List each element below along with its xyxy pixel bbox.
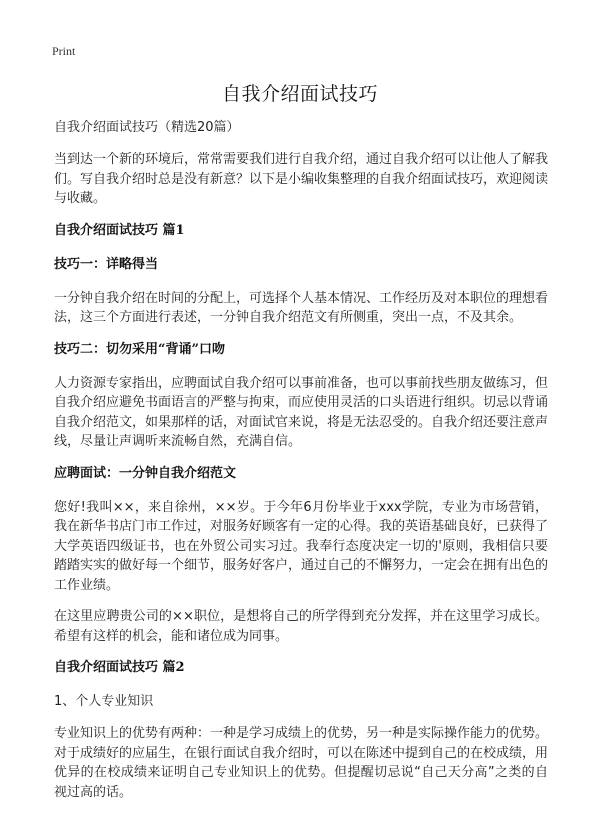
intro-paragraph: 当到达一个新的环境后，常常需要我们进行自我介绍，通过自我介绍可以让他人了解我们。写自我介绍时总是没有新意？以下是小编收集整理的自我介绍面试技巧，欢迎阅读与收藏。 [54,152,549,206]
document-body [54,118,548,814]
tip-paragraph-2: 人力资源专家指出，应聘面试自我介绍可以事前准备，也可以事前找些朋友做练习，但自我介绍应避免书面语言的严整与拘束，而应使用灵活的口头语进行组织。切忌以背诵自我介绍范文，如果那样的话，对面试官来说，将是无法忍受的。自我介绍还要注意声线，尽量让声调听来流畅自然，充满自信。 [54,375,549,449]
example-heading: 应聘面试：一分钟自我介绍范文 [54,465,237,481]
list-item-label-1: 1、个人专业知识 [54,694,154,709]
list-item-paragraph-1: 专业知识上的优势有两种：一种是学习成绩上的优势，另一种是实际操作能力的优势。对于成绩好的应届生，在银行面试自我介绍时，可以在陈述中提到自己的在校成绩，用优异的在校成绩来证明自己专业知识上的优势。但提醒切忌说“自己天分高”之类的自视过高的话。 [54,726,549,800]
tip-heading-1: 技巧一：详略得当 [54,256,159,272]
page-title: 自我介绍面试技巧 [221,83,378,105]
section-heading-1: 自我介绍面试技巧 篇1 [54,222,185,238]
print-link[interactable]: Print [52,44,76,58]
example-paragraph-1: 您好!我叫××，来自徐州，××岁。于今年6月份毕业于xxx学院，专业为市场营销，我在新华书店门市工作过，对服务好顾客有一定的心得。我的英语基础良好，已获得了大学英语四级证书，也在外贸公司实习过。我奉行态度决定一切的'原则，我相信只要踏踏实实的做好每一个细节，服务好客户，通过自己的不懈努力，一定会在拥有出色的工作业绩。 [54,499,549,593]
tip-paragraph-1: 一分钟自我介绍在时间的分配上，可选择个人基本情况、工作经历及对本职位的理想看法，这三个方面进行表述，一分钟自我介绍范文有所侧重，突出一点，不及其余。 [54,290,549,325]
document-subtitle: 自我介绍面试技巧（精选20篇） [54,120,240,135]
example-paragraph-2: 在这里应聘贵公司的××职位，是想将自己的所学得到充分发挥，并在这里学习成长。希望有这样的机会，能和诸位成为同事。 [54,609,548,644]
section-heading-2: 自我介绍面试技巧 篇2 [54,660,185,675]
tip-heading-2: 技巧二：切勿采用“背诵”口吻 [54,341,225,357]
